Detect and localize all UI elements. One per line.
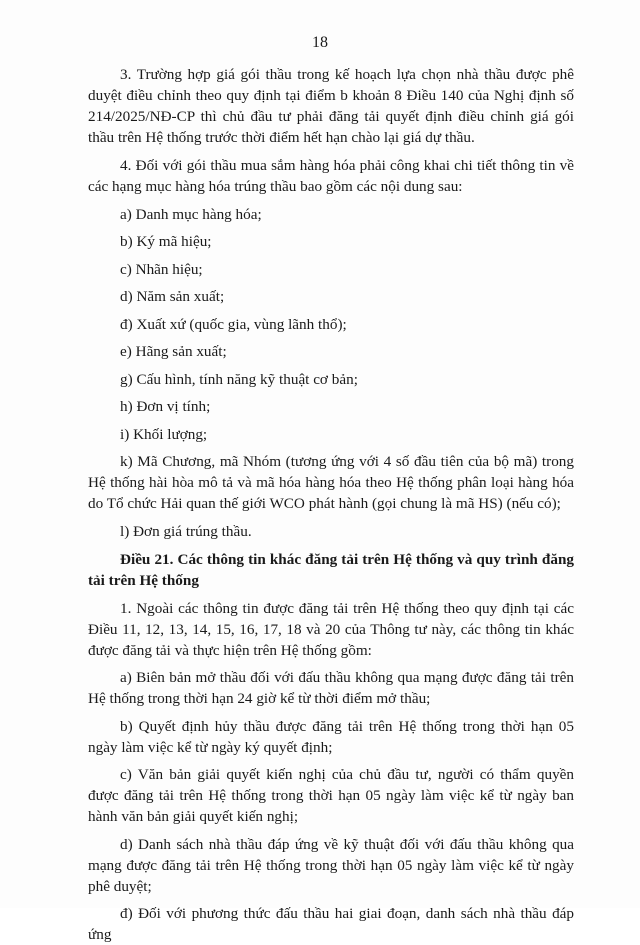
article-paragraph-1: 1. Ngoài các thông tin được đăng tải trên Hệ thống theo quy định tại các Điều 11, 12, 13, 14, 15, 16, 17, 18 và 20 của Thông tư này, các thông tin khác được đăng tải và thực hiện trên Hệ thống gồm: (88, 599, 574, 659)
article-list-item: b) Quyết định hủy thầu được đăng tải trên Hệ thống trong thời hạn 05 ngày làm việc kể từ ngày ký quyết định; (88, 717, 574, 756)
article-list-item: d) Danh sách nhà thầu đáp ứng về kỹ thuật đối với đấu thầu không qua mạng được đăng tải trên Hệ thống trong thời hạn 05 ngày làm việc kể từ ngày phê duyệt; (88, 835, 574, 895)
document-body (88, 64, 574, 945)
article-list-item: a) Biên bản mở thầu đối với đấu thầu không qua mạng được đăng tải trên Hệ thống trong thời hạn 24 giờ kể từ thời điểm mở thầu; (88, 669, 574, 707)
page-number: 18 (312, 34, 328, 51)
list-item: g) Cấu hình, tính năng kỹ thuật cơ bản; (120, 370, 358, 388)
list-item: k) Mã Chương, mã Nhóm (tương ứng với 4 số đầu tiên của bộ mã) trong Hệ thống hài hòa mô tả và mã hóa hàng hóa theo Hệ thống phân loại hàng hóa do Tổ chức Hải quan thế giới WCO phát hành (gọi chung là mã HS) (nếu có); (88, 453, 574, 512)
list-item: d) Năm sản xuất; (120, 288, 225, 305)
list-item: h) Đơn vị tính; (120, 398, 211, 415)
paragraph-3: 3. Trường hợp giá gói thầu trong kế hoạch lựa chọn nhà thầu được phê duyệt điều chỉnh theo quy định tại điểm b khoản 8 Điều 140 của Nghị định số 214/2025/NĐ-CP thì chủ đầu tư phải đăng tải quyết định điều chỉnh giá gói thầu trên Hệ thống trước thời điểm hết hạn chào lại giá dự thầu. (88, 66, 574, 146)
article-list-item: đ) Đối với phương thức đấu thầu hai giai đoạn, danh sách nhà thầu đáp ứng (88, 905, 574, 943)
paragraph-4: 4. Đối với gói thầu mua sắm hàng hóa phải công khai chi tiết thông tin về các hạng mục hàng hóa trúng thầu bao gồm các nội dung sau: (88, 157, 574, 195)
list-item: l) Đơn giá trúng thầu. (120, 522, 252, 540)
list-item: a) Danh mục hàng hóa; (120, 205, 262, 223)
list-item: đ) Xuất xứ (quốc gia, vùng lãnh thổ); (120, 315, 347, 333)
article-heading: Điều 21. Các thông tin khác đăng tải trên Hệ thống và quy trình đăng tải trên Hệ thống (88, 550, 574, 589)
list-item: e) Hãng sản xuất; (120, 343, 227, 360)
list-item: i) Khối lượng; (120, 425, 208, 443)
article-list-item: c) Văn bản giải quyết kiến nghị của chủ đầu tư, người có thẩm quyền được đăng tải trên Hệ thống trong thời hạn 05 ngày làm việc kể từ ngày ban hành văn bản giải quyết kiến nghị; (88, 766, 574, 825)
list-item: c) Nhãn hiệu; (120, 260, 203, 278)
list-item: b) Ký mã hiệu; (120, 233, 212, 250)
